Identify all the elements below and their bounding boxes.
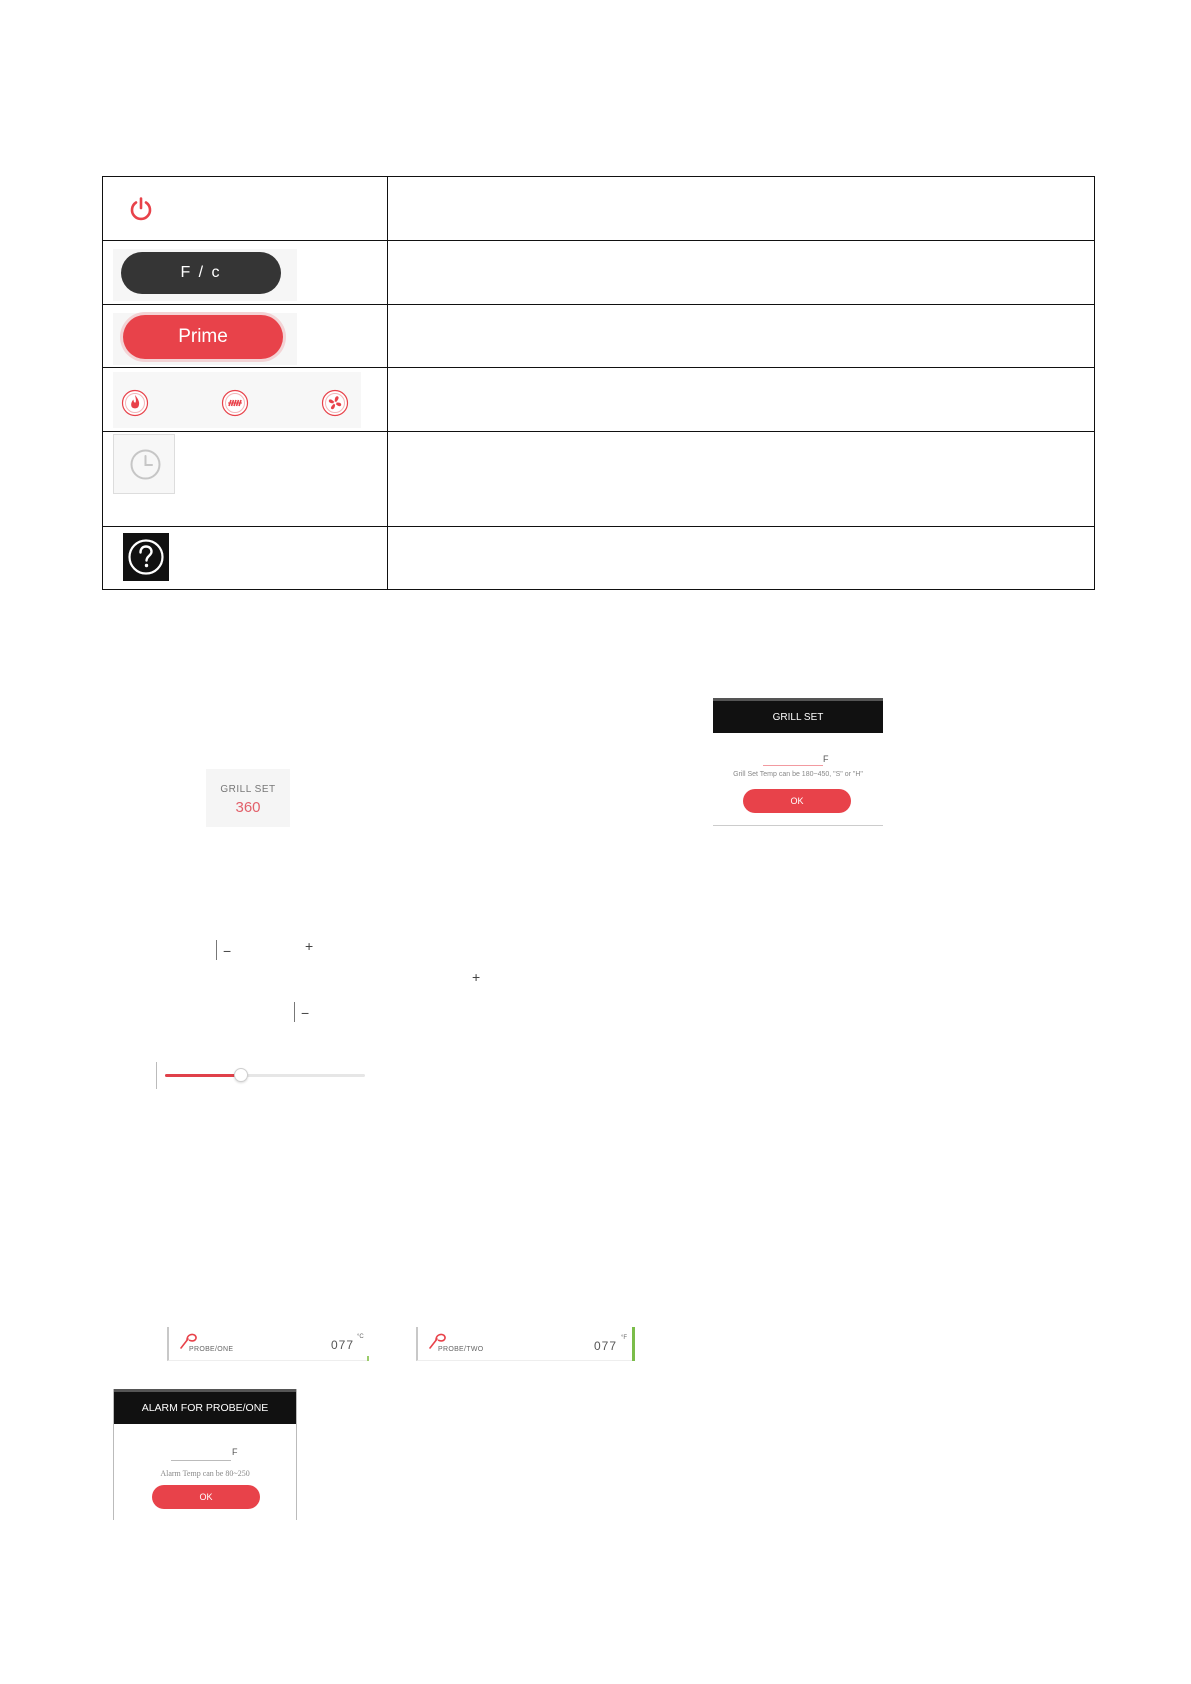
dialog-title: GRILL SET xyxy=(713,698,883,733)
legend-icon-cell xyxy=(103,305,388,368)
probe-card-two[interactable] xyxy=(416,1327,632,1361)
increase-button[interactable]: + xyxy=(305,938,314,954)
legend-row-help xyxy=(103,527,1095,590)
slider-track[interactable] xyxy=(165,1074,365,1077)
flame-icon[interactable] xyxy=(121,389,149,417)
legend-description-cell xyxy=(387,177,1094,241)
legend-description-cell xyxy=(387,527,1094,590)
power-icon[interactable] xyxy=(127,195,155,223)
increase-button[interactable]: + xyxy=(472,969,481,985)
slider-start-tick xyxy=(156,1062,157,1089)
probe-temperature: 077 xyxy=(331,1338,355,1352)
grill-set-value: 360 xyxy=(235,799,261,816)
probe-unit: °C xyxy=(357,1334,364,1340)
temp-input-underline[interactable] xyxy=(763,765,823,766)
grill-grate-icon[interactable] xyxy=(221,389,249,417)
probe-card-one[interactable] xyxy=(167,1327,367,1361)
probe-name: PROBE/TWO xyxy=(438,1346,484,1353)
slider-fill xyxy=(165,1074,241,1077)
probe-name: PROBE/ONE xyxy=(189,1346,234,1353)
decrease-button[interactable]: − xyxy=(223,943,232,959)
grill-set-label: GRILL SET xyxy=(220,784,276,795)
prime-button[interactable]: Prime xyxy=(123,315,283,359)
legend-row-power xyxy=(103,177,1095,241)
ok-button[interactable]: OK xyxy=(743,789,851,813)
probe-status-accent xyxy=(367,1356,369,1361)
legend-icon-cell xyxy=(103,432,388,527)
help-button[interactable] xyxy=(123,533,169,581)
legend-row-prime xyxy=(103,305,1095,368)
legend-icon-cell xyxy=(103,177,388,241)
legend-description-cell xyxy=(387,368,1094,432)
legend-description-cell xyxy=(387,432,1094,527)
help-icon xyxy=(127,538,165,576)
temp-range-hint: Grill Set Temp can be 180~450, "S" or "H" xyxy=(733,771,863,778)
temp-unit-label: F xyxy=(823,754,829,764)
dialog-title: ALARM FOR PROBE/ONE xyxy=(114,1389,296,1424)
mode-icon-strip xyxy=(113,372,361,428)
ok-button[interactable]: OK xyxy=(152,1485,260,1509)
legend-description-cell xyxy=(387,241,1094,305)
legend-description-cell xyxy=(387,305,1094,368)
legend-icon-cell xyxy=(103,527,388,590)
probe-alarm-dialog xyxy=(113,1389,297,1520)
unit-toggle-button[interactable]: F / c xyxy=(121,252,281,294)
stepper-divider xyxy=(294,1002,295,1022)
alarm-input-underline[interactable] xyxy=(171,1460,231,1461)
alarm-unit-label: F xyxy=(232,1447,238,1457)
control-legend-table xyxy=(102,176,1095,590)
probe-status-accent xyxy=(632,1327,635,1361)
legend-row-modes xyxy=(103,368,1095,432)
legend-row-unit-toggle xyxy=(103,241,1095,305)
decrease-button[interactable]: − xyxy=(301,1005,310,1021)
grill-set-tile[interactable] xyxy=(206,769,290,827)
timer-button[interactable] xyxy=(113,434,175,494)
slider-thumb[interactable] xyxy=(234,1068,248,1082)
probe-unit: °F xyxy=(621,1335,628,1341)
legend-icon-cell xyxy=(103,241,388,305)
grill-set-dialog xyxy=(713,698,883,826)
fan-icon[interactable] xyxy=(321,389,349,417)
stepper-divider xyxy=(216,940,217,960)
alarm-range-hint: Alarm Temp can be 80~250 xyxy=(160,1469,250,1478)
legend-icon-cell xyxy=(103,368,388,432)
probe-temperature: 077 xyxy=(594,1339,618,1353)
legend-row-timer xyxy=(103,432,1095,527)
clock-icon xyxy=(129,448,162,481)
